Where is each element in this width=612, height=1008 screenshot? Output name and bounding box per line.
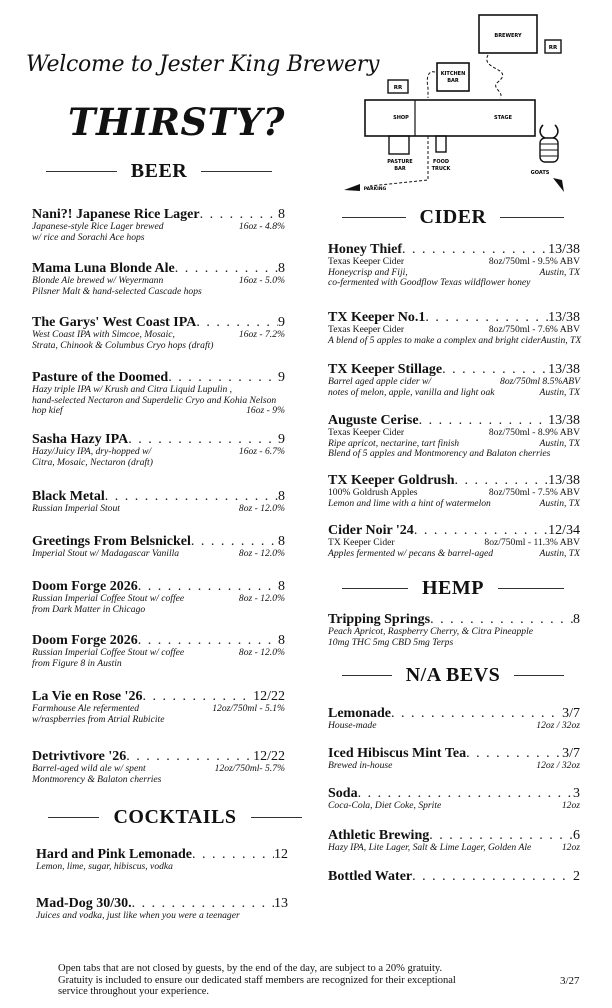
description-text: Japanese-style Rice Lager brewed [32, 221, 164, 232]
menu-item-price: 8 [278, 207, 285, 222]
menu-item-price: 8 [278, 579, 285, 594]
dot-leader [391, 706, 562, 721]
map-label-goats: GOATS [530, 170, 550, 176]
menu-item [32, 749, 285, 785]
map-label-food-truck: TRUCK [431, 166, 451, 172]
description-text: Texas Keeper Cider [328, 256, 405, 267]
menu-item-description [328, 801, 580, 812]
menu-item-description [328, 627, 580, 638]
description-text: Honeycrisp and Fiji, [328, 266, 408, 278]
map-label-rr-left: RR [393, 85, 403, 91]
menu-item-name: Mama Luna Blonde Ale [32, 261, 175, 276]
menu-item [328, 706, 580, 732]
menu-item-name: Auguste Cerise [328, 413, 419, 428]
section-hemp [342, 577, 564, 600]
description-text: Strata, Chinook & Columbus Cryo hops (draft) [32, 339, 214, 351]
menu-item-price: 13/38 [548, 473, 580, 488]
menu-item-header [328, 786, 580, 801]
serving-info: Austin, TX [540, 334, 582, 346]
menu-item [328, 523, 580, 559]
serving-info: 8oz/750ml - 9.5% ABV [488, 256, 580, 267]
menu-item-description [32, 704, 285, 715]
section-cocktails [48, 806, 302, 829]
description-text: Lemon, lime, sugar, hibiscus, vodka [36, 861, 173, 872]
menu-item-price: 13/38 [548, 242, 580, 257]
menu-item-name: TX Keeper No.1 [328, 310, 426, 325]
description-text: w/raspberries from Atrial Rubicite [32, 713, 165, 725]
dot-leader [455, 473, 549, 488]
dot-leader [414, 523, 548, 538]
menu-item-header [36, 896, 288, 911]
menu-item-header [328, 746, 580, 761]
menu-item [32, 534, 285, 560]
map-label-parking: PARKING [363, 187, 387, 192]
menu-item [328, 242, 580, 289]
menu-item-header [328, 242, 580, 257]
serving-info: Austin, TX [539, 437, 580, 449]
description-text: Hazy/Juicy IPA, dry-hopped w/ [32, 446, 152, 457]
menu-item-price: 3 [573, 786, 580, 801]
menu-item-description [328, 388, 580, 399]
menu-item-description [32, 287, 285, 298]
description-text: Hazy IPA, Lite Lager, Salt & Lime Lager, Golden Ale [328, 842, 532, 853]
menu-item [328, 869, 580, 884]
menu-item-description [328, 325, 580, 336]
menu-item [32, 207, 285, 243]
dot-leader [105, 489, 278, 504]
description-text: from Figure 8 in Austin [32, 657, 122, 669]
description-text: West Coast IPA with Simcoe, Mosaic, [32, 329, 175, 340]
serving-info: 8oz - 12.0% [238, 548, 285, 559]
map-label-rr-right: RR [548, 45, 558, 51]
menu-item-name: Nani?! Japanese Rice Lager [32, 207, 200, 222]
menu-item-description [32, 406, 285, 417]
menu-item-name: Pasture of the Doomed [32, 370, 169, 385]
menu-item-description [328, 336, 580, 347]
dot-leader [128, 432, 278, 447]
dot-leader [358, 786, 573, 801]
menu-item-name: Mad-Dog 30/30. [36, 896, 132, 911]
menu-item-price: 3/7 [562, 706, 580, 721]
dot-leader [138, 633, 278, 648]
menu-item-description [32, 605, 285, 616]
serving-info: 16oz - 9% [246, 405, 285, 416]
menu-item-header [328, 362, 580, 377]
menu-item-name: Lemonade [328, 706, 391, 721]
menu-item-header [328, 413, 580, 428]
menu-item-description [32, 385, 285, 396]
menu-item-header [32, 534, 285, 549]
menu-item-price: 13 [274, 896, 288, 911]
page-number: 3/27 [560, 975, 580, 987]
section-title-beer: BEER [130, 160, 188, 182]
dot-leader [191, 534, 278, 549]
menu-item-description [32, 458, 285, 469]
welcome-title: Welcome to Jester King Brewery [26, 52, 380, 77]
menu-item-header [32, 579, 285, 594]
menu-item-price: 8 [278, 534, 285, 549]
venue-map [340, 10, 570, 195]
menu-item-header [328, 523, 580, 538]
menu-item-description [328, 549, 580, 560]
menu-item-name: Athletic Brewing [328, 828, 430, 843]
menu-item-header [32, 749, 285, 764]
menu-item [328, 310, 580, 346]
menu-item-description [328, 761, 580, 772]
section-title-na-bevs: N/A BEVS [405, 664, 501, 686]
dot-leader [142, 689, 253, 704]
menu-item-name: The Garys' West Coast IPA [32, 315, 197, 330]
description-text: Montmorency & Balaton cherries [32, 773, 162, 785]
description-text: House-made [328, 720, 377, 731]
map-label-food: FOOD [432, 159, 450, 165]
serving-info: Austin, TX [539, 386, 580, 398]
section-na-bevs [342, 664, 564, 687]
menu-item-name: TX Keeper Stillage [328, 362, 443, 377]
menu-item-price: 8 [278, 261, 285, 276]
menu-item-header [32, 633, 285, 648]
serving-info: 8oz/750ml - 7.6% ABV [488, 324, 580, 335]
gratuity-line: Open tabs that are not closed by guests, by the end of the day, are subject to a 20% gratuity. [58, 963, 443, 974]
menu-item-name: Doom Forge 2026 [32, 633, 138, 648]
menu-item-header [328, 473, 580, 488]
menu-item-name: Black Metal [32, 489, 105, 504]
dot-leader [402, 242, 548, 257]
serving-info: 16oz - 6.7% [238, 446, 285, 457]
description-text: Ripe apricot, nectarine, tart finish [328, 437, 460, 449]
menu-item-header [32, 261, 285, 276]
description-text: 10mg THC 5mg CBD 5mg Terps [328, 636, 454, 648]
description-text: Texas Keeper Cider [328, 427, 405, 438]
menu-item-description [32, 549, 285, 560]
description-text: Farmhouse Ale refermented [32, 703, 140, 714]
menu-item-name: Cider Noir '24 [328, 523, 414, 538]
section-title-hemp: HEMP [422, 577, 484, 599]
description-text: Russian Imperial Stout [32, 503, 120, 514]
menu-item-description [328, 499, 580, 510]
menu-item-price: 13/38 [548, 413, 580, 428]
description-text: Blonde Ale brewed w/ Weyermann [32, 275, 164, 286]
map-label-kitchen: KITCHEN [440, 71, 466, 77]
goat-icon [540, 125, 558, 162]
menu-item-price: 12/22 [253, 749, 285, 764]
menu-item-header [328, 869, 580, 884]
description-text: Juices and vodka, just like when you were a teenager [36, 910, 240, 921]
menu-item-description [32, 233, 285, 244]
menu-item-description [328, 488, 580, 499]
menu-item-header [328, 706, 580, 721]
menu-item-description [328, 721, 580, 732]
menu-item-description [328, 638, 580, 649]
description-text: Pilsner Malt & hand-selected Cascade hops [32, 285, 202, 297]
menu-item-name: Hard and Pink Lemonade [36, 847, 192, 862]
menu-item-name: Honey Thief [328, 242, 403, 257]
section-cider [342, 206, 564, 229]
description-text: Blend of 5 apples and Montmorency and Balaton cherries [328, 448, 551, 459]
description-text: co-fermented with Goodflow Texas wildflower honey [328, 277, 531, 288]
menu-item-description [36, 862, 288, 873]
description-text: Imperial Stout w/ Madagascar Vanilla [32, 548, 180, 559]
serving-info: 8oz/750ml 8.5%ABV [500, 376, 580, 387]
description-text: Russian Imperial Coffee Stout w/ coffee [32, 647, 185, 658]
menu-item-price: 12 [274, 847, 288, 862]
menu-item-description [32, 341, 285, 352]
menu-item-description [32, 594, 285, 605]
dot-leader [200, 207, 278, 222]
menu-item [32, 689, 285, 725]
menu-item [328, 473, 580, 509]
menu-item [36, 896, 288, 922]
menu-item-price: 13/38 [548, 310, 580, 325]
dot-leader [442, 362, 548, 377]
parking-arrow-icon [344, 184, 360, 191]
map-label-stage: STAGE [493, 115, 513, 121]
menu-item-description [32, 222, 285, 233]
menu-item [32, 370, 285, 417]
description-text: Coca-Cola, Diet Coke, Sprite [328, 800, 442, 811]
menu-item-name: Detrivtivore '26 [32, 749, 127, 764]
menu-item-price: 9 [278, 315, 285, 330]
description-text: Brewed in-house [328, 760, 393, 771]
menu-item-header [32, 370, 285, 385]
dot-leader [175, 261, 278, 276]
serving-info: 8oz/750ml - 11.3% ABV [484, 537, 580, 548]
map-label-pasture: PASTURE [387, 159, 413, 165]
menu-item [32, 489, 285, 515]
description-text: hop kief [32, 405, 63, 416]
menu-item-description [328, 538, 580, 549]
gratuity-line: Gratuity is included to ensure our dedicated staff members are recognized for their exceptional [58, 974, 456, 986]
menu-item-name: La Vie en Rose '26 [32, 689, 143, 704]
menu-item-header [32, 689, 285, 704]
menu-item-description [32, 276, 285, 287]
menu-item [32, 261, 285, 297]
serving-info: 16oz - 4.8% [238, 221, 285, 232]
serving-info: 8oz - 12.0% [238, 593, 285, 604]
serving-info: 12oz [561, 842, 580, 853]
menu-item-name: Doom Forge 2026 [32, 579, 138, 594]
dot-leader [425, 310, 548, 325]
serving-info: 12oz [561, 800, 580, 811]
dot-leader [132, 896, 274, 911]
description-text: Barrel aged apple cider w/ [328, 376, 432, 387]
menu-item-description [32, 330, 285, 341]
description-text: notes of melon, apple, vanilla and light oak [328, 386, 495, 398]
menu-item-price: 8 [278, 489, 285, 504]
menu-item-header [32, 432, 285, 447]
map-label-kitchen-bar: BAR [447, 78, 459, 84]
thirsty-heading: THIRSTY? [68, 100, 285, 144]
description-text: Peach Apricot, Raspberry Cherry, & Citra Pineapple [328, 626, 533, 637]
menu-item-header [32, 315, 285, 330]
menu-item-name: Soda [328, 786, 358, 801]
menu-item-description [328, 428, 580, 439]
serving-info: Austin, TX [539, 497, 580, 509]
menu-item-name: Tripping Springs [328, 612, 431, 627]
menu-item-name: Sasha Hazy IPA [32, 432, 129, 447]
menu-item-header [36, 847, 288, 862]
serving-info: 8oz/750ml - 7.5% ABV [488, 487, 580, 498]
dot-leader [196, 315, 278, 330]
serving-info: Austin, TX [539, 266, 580, 278]
menu-item-price: 9 [278, 432, 285, 447]
menu-item-name: Bottled Water [328, 869, 413, 884]
gratuity-line: service throughout your experience. [58, 986, 210, 997]
menu-item-header [328, 828, 580, 843]
description-text: Citra, Mosaic, Nectaron (draft) [32, 456, 153, 468]
menu-item-price: 3/7 [562, 746, 580, 761]
menu-item [32, 432, 285, 468]
menu-item-description [32, 775, 285, 786]
map-label-brewery: BREWERY [494, 33, 522, 39]
map-label-shop: SHOP [393, 115, 409, 121]
section-beer [46, 160, 272, 183]
dot-leader [138, 579, 278, 594]
menu-item-description [32, 447, 285, 458]
serving-info: 12oz/750ml- 5.7% [214, 763, 285, 774]
menu-item-description [32, 659, 285, 670]
menu-item-header [328, 310, 580, 325]
description-text: w/ rice and Sorachi Ace hops [32, 231, 145, 243]
dot-leader [192, 847, 274, 862]
menu-item-description [328, 278, 580, 289]
serving-info: 8oz/750ml - 8.9% ABV [488, 427, 580, 438]
menu-item-description [36, 911, 288, 922]
description-text: Texas Keeper Cider [328, 324, 405, 335]
serving-info: 12oz / 32oz [536, 760, 580, 771]
dot-leader [430, 612, 573, 627]
menu-item-description [328, 843, 580, 854]
menu-item-price: 12/22 [253, 689, 285, 704]
menu-item-name: Greetings From Belsnickel [32, 534, 191, 549]
menu-item-description [32, 715, 285, 726]
menu-item [36, 847, 288, 873]
description-text: 100% Goldrush Apples [328, 487, 418, 498]
dot-leader [419, 413, 549, 428]
dot-leader [126, 749, 253, 764]
menu-item-price: 9 [278, 370, 285, 385]
serving-info: 8oz - 12.0% [238, 503, 285, 514]
menu-item-description [32, 764, 285, 775]
description-text: A blend of 5 apples to make a complex and bright cider [328, 334, 541, 346]
menu-item-description [32, 648, 285, 659]
dot-leader [466, 746, 562, 761]
menu-item-price: 13/38 [548, 362, 580, 377]
section-title-cider: CIDER [419, 206, 487, 228]
menu-item-header [32, 207, 285, 222]
description-text: Hazy triple IPA w/ Krush and Citra Liquid Lupulin , [32, 384, 233, 395]
section-title-cocktails: COCKTAILS [113, 806, 237, 828]
description-text: from Dark Matter in Chicago [32, 603, 146, 615]
dot-leader [429, 828, 573, 843]
menu-item-header [328, 612, 580, 627]
description-text: TX Keeper Cider [328, 537, 395, 548]
menu-item [328, 786, 580, 812]
menu-item [328, 362, 580, 398]
serving-info: 12oz / 32oz [536, 720, 580, 731]
serving-info: 16oz - 5.0% [238, 275, 285, 286]
menu-item-price: 8 [278, 633, 285, 648]
menu-item-description [328, 449, 580, 460]
menu-item-price: 6 [573, 828, 580, 843]
menu-item-price: 8 [573, 612, 580, 627]
menu-item [328, 828, 580, 854]
serving-info: 8oz - 12.0% [238, 647, 285, 658]
menu-item [32, 315, 285, 351]
menu-item-description [32, 504, 285, 515]
menu-item-price: 12/34 [548, 523, 580, 538]
serving-info: 12oz/750ml - 5.1% [212, 703, 285, 714]
description-text: hand-selected Nectaron and Superdelic Cryo and Kohia Nelson [32, 394, 277, 406]
menu-item-name: Iced Hibiscus Mint Tea [328, 746, 467, 761]
gratuity-note [58, 963, 456, 998]
serving-info: Austin, TX [539, 547, 580, 559]
menu-item [328, 746, 580, 772]
description-text: Russian Imperial Coffee Stout w/ coffee [32, 593, 185, 604]
map-label-pasture-bar: BAR [394, 166, 406, 172]
description-text: Lemon and lime with a hint of watermelon [328, 497, 491, 509]
menu-item [32, 579, 285, 615]
menu-item-description [328, 377, 580, 388]
description-text: Apples fermented w/ pecans & barrel-aged [328, 547, 494, 559]
menu-item [32, 633, 285, 669]
menu-item-price: 2 [573, 869, 580, 884]
dot-leader [168, 370, 278, 385]
menu-item [328, 612, 580, 648]
menu-item-header [32, 489, 285, 504]
menu-item-name: TX Keeper Goldrush [328, 473, 455, 488]
description-text: Barrel-aged wild ale w/ spent [32, 763, 146, 774]
menu-item [328, 413, 580, 460]
dot-leader [412, 869, 573, 884]
serving-info: 16oz - 7.2% [238, 329, 285, 340]
menu-item-description [328, 257, 580, 268]
